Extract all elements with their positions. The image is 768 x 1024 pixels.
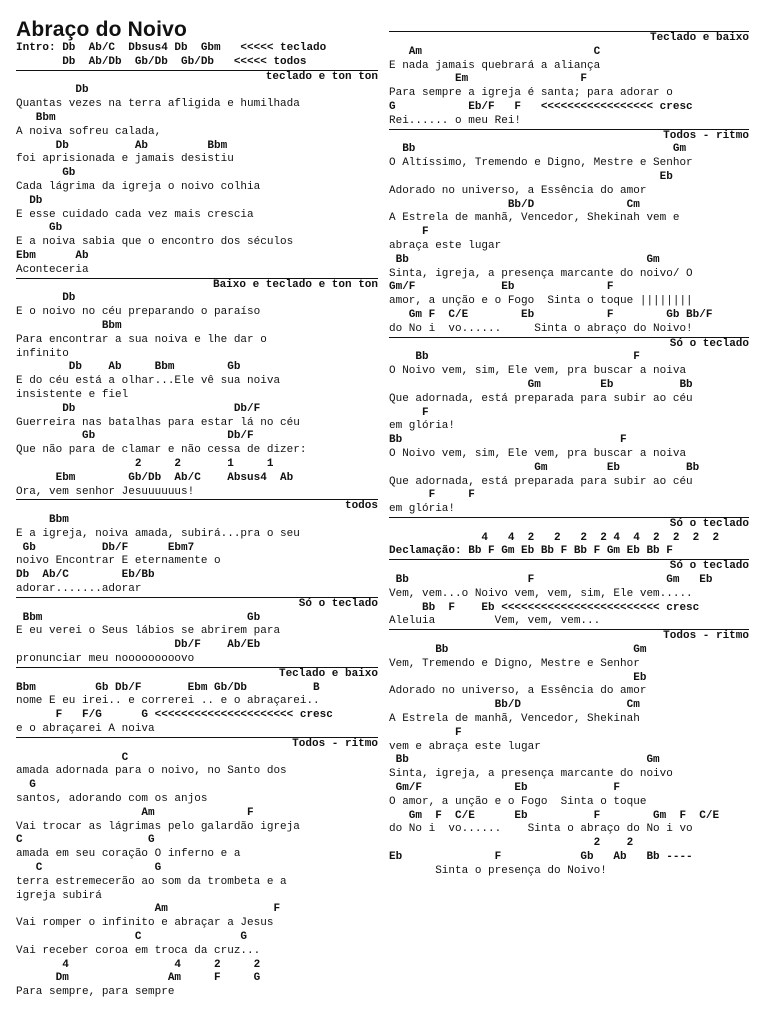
right-column (389, 0, 749, 879)
lyric-line: amada adornada para o noivo, no Santo dos (16, 765, 287, 778)
lyric-line: em glória! (389, 503, 749, 518)
lyric-line: em glória! (389, 420, 456, 433)
lyric-line: O Noivo vem, sim, Ele vem, pra buscar a noiva (389, 447, 687, 460)
lyric-line: adorar.......adorar (16, 583, 378, 598)
chord-line: Ebm Gb/Db Ab/C Absus4 Ab (16, 471, 294, 484)
chord-line: Em F (389, 73, 588, 86)
chord-line: Gm/F Eb F (389, 281, 614, 294)
chord-line: Gm Eb Bb (389, 461, 700, 474)
chord-line: Db Ab Bbm (16, 139, 228, 152)
song-title: Abraço do Noivo (16, 18, 188, 41)
section-label: Baixo e teclado e ton ton (212, 278, 378, 291)
chord-line: F (389, 226, 429, 239)
right-lines (389, 32, 749, 879)
chord-line: Gb (16, 167, 76, 180)
lyric-line: infinito (16, 347, 69, 360)
chord-line: Am F (16, 903, 281, 916)
chord-line: Bb Gm (389, 754, 660, 767)
section-label: Todos - ritmo (663, 630, 749, 643)
chord-line: Bb Gm (389, 143, 687, 156)
lyric-line: E a noiva sabia que o encontro dos séculos (16, 236, 294, 249)
lyric-line: nome E eu irei.. e correrei .. e o abraçarei.. (16, 695, 320, 708)
lyric-line: A Estrela de manhã, Vencedor, Shekinah vem e (389, 212, 680, 225)
lyric-line: A noiva sofreu calada, (16, 125, 162, 138)
chord-line: Db (16, 292, 76, 305)
lyric-line: E a igreja, noiva amada, subirá...pra o seu (16, 527, 300, 540)
lyric-line: terra estremecerão ao som da trombeta e a (16, 875, 287, 888)
chord-line: G (16, 779, 36, 792)
lyric-line: Para sempre, para sempre (16, 986, 175, 999)
lyric-line: Sinta, igreja, a presença marcante do noivo (389, 768, 673, 781)
chord-line: Bb/D Cm (389, 198, 640, 211)
lyric-line: do No i vo...... Sinta o abraço do Noivo! (389, 323, 749, 338)
chord-line: Db (16, 194, 43, 207)
chord-line: Bb Gm (389, 253, 660, 266)
chord-line: Db Ab/Db Gb/Db Gb/Db <<<<< todos (16, 56, 378, 71)
chord-line: Gb Db/F (16, 430, 254, 443)
lyric-line: Vem, vem...o Noivo vem, vem, sim, Ele vem..... (389, 587, 693, 600)
section-label: Todos - ritmo (292, 737, 378, 750)
chord-line: Bbm (16, 111, 56, 124)
lyric-line: Ora, vem senhor Jesuuuuuus! (16, 486, 378, 501)
lyric-line: vem e abraça este lugar (389, 740, 541, 753)
chord-line: Dm Am F G (16, 972, 261, 985)
lyric-line: O Noivo vem, sim, Ele vem, pra buscar a noiva (389, 365, 687, 378)
lyric-line: A Estrela de manhã, Vencedor, Shekinah (389, 713, 640, 726)
section-label: Teclado e baixo (649, 32, 749, 44)
lyric-line: Guerreira nas batalhas para estar lá no céu (16, 416, 300, 429)
chord-line: 4 4 2 2 2 2 4 4 2 2 2 2 (389, 531, 720, 544)
chord-line: Gm F C/E Eb F Gb Bb/F (389, 308, 713, 321)
lyric-line: E eu verei o Seus lábios se abrirem para (16, 625, 281, 638)
lyric-line: Adorado no universo, a Essência do amor (389, 184, 647, 197)
chord-line: F F (389, 489, 475, 502)
lyric-line: Para sempre a igreja é santa; para adorar o (389, 87, 673, 100)
chord-line: C (16, 751, 129, 764)
chord-line: Gb Db/F Ebm7 (16, 541, 195, 554)
lyric-line: noivo Encontrar E eternamente o (16, 555, 221, 568)
lyric-line: igreja subirá (16, 889, 102, 902)
lyric-line: Que não para de clamar e não cessa de dizer: (16, 444, 307, 457)
lyric-line: Vai receber coroa em troca da cruz... (16, 944, 261, 957)
lyric-line: pronunciar meu nooooooooovo (16, 653, 378, 668)
lyric-line: Que adornada, está preparada para subir ao céu (389, 475, 693, 488)
lyric-line: Cada lágrima da igreja o noivo colhia (16, 180, 261, 193)
section-label: Só o teclado (669, 560, 749, 573)
chord-line: Intro: Db Ab/C Dbsus4 Db Gbm <<<<< teclado (16, 42, 327, 54)
chord-line: Db Ab Bbm Gb (16, 361, 241, 374)
left-lines (16, 42, 378, 1000)
lyric-line: O Altíssimo, Tremendo e Digno, Mestre e Senhor (389, 157, 693, 170)
lyric-line: Rei...... o meu Rei! (389, 115, 749, 130)
section-label: Só o teclado (298, 597, 378, 610)
chord-line: Db Db/F (16, 402, 261, 415)
lyric-line: O amor, a unção e o Fogo Sinta o toque (389, 795, 647, 808)
lyric-line: Aconteceria (16, 264, 378, 279)
chord-line: C G (16, 834, 155, 847)
chord-line: Db (16, 84, 89, 97)
section-label: Só o teclado (669, 337, 749, 350)
chord-line: Am C (389, 45, 601, 58)
lyric-line: santos, adorando com os anjos (16, 793, 208, 806)
chord-line: C G (16, 862, 162, 875)
chord-line: Bb F (389, 351, 640, 364)
lyric-line: E esse cuidado cada vez mais crescia (16, 208, 254, 221)
lyric-line: abraça este lugar (389, 239, 502, 252)
lyric-line: Que adornada, está preparada para subir ao céu (389, 392, 693, 405)
lyric-line: Adorado no universo, a Essência do amor (389, 685, 647, 698)
lyric-line: E o noivo no céu preparando o paraíso (16, 306, 261, 319)
chord-line: Bb F (389, 434, 627, 447)
lyric-line: Sinta, igreja, a presença marcante do noivo/ O (389, 267, 693, 280)
lyric-line: Aleluia Vem, vem, vem... (389, 615, 749, 630)
chord-line: Gm/F Eb F (389, 782, 621, 795)
chord-line: Db Ab/C Eb/Bb (16, 569, 155, 582)
lyric-line: foi aprisionada e jamais desistiu (16, 153, 234, 166)
lyric-line: Vem, Tremendo e Digno, Mestre e Senhor (389, 657, 640, 670)
lyric-line: E do céu está a olhar...Ele vê sua noiva (16, 375, 281, 388)
lyric-line: amada em seu coração O inferno e a (16, 848, 241, 861)
left-column (16, 0, 378, 1000)
chord-line: Bbm (16, 319, 122, 332)
chord-line: Declamação: Bb F Gm Eb Bb F Bb F Gm Eb Bb F (389, 545, 749, 560)
chord-line: Db/F Ab/Eb (16, 639, 261, 652)
lyric-line: E nada jamais quebrará a aliança (389, 59, 601, 72)
section-label: todos (344, 500, 378, 513)
lyric-line: amor, a unção e o Fogo Sinta o toque |||||||| (389, 295, 693, 308)
chord-line: 2 2 1 1 (16, 457, 274, 470)
chord-line: Bb F Eb <<<<<<<<<<<<<<<<<<<<<<<< cresc (389, 601, 700, 614)
chord-line: Eb F Gb Ab Bb ---- (389, 851, 693, 864)
chord-line: G Eb/F F <<<<<<<<<<<<<<<<< cresc (389, 100, 693, 113)
lyric-line: Vai romper o infinito e abraçar a Jesus (16, 917, 274, 930)
lyric-line: insistente e fiel (16, 388, 129, 401)
lyric-line: Vai trocar as lágrimas pelo galardão igreja (16, 820, 300, 833)
lyric-line: Quantas vezes na terra afligida e humilhada (16, 98, 300, 111)
chord-line: Ebm Ab (16, 249, 89, 262)
chord-line: F F/G G <<<<<<<<<<<<<<<<<<<<< cresc (16, 709, 333, 722)
chord-line: F (389, 406, 429, 419)
section-label: Teclado e baixo (278, 667, 378, 680)
section-label: Todos - ritmo (663, 129, 749, 142)
chord-line: C G (16, 931, 248, 943)
lyric-line: Sinta o presença do Noivo! (389, 864, 607, 877)
section-label: teclado e ton ton (265, 70, 378, 83)
chord-line: Bb/D Cm (389, 699, 640, 712)
chord-line: 4 4 2 2 (16, 958, 261, 971)
chord-line: Bb Gm (389, 644, 647, 657)
chord-line: 2 2 (389, 837, 634, 850)
chord-line: Bbm Gb (16, 611, 261, 624)
chord-line: Am F (16, 806, 254, 819)
chord-line: Bbm (16, 514, 69, 527)
chord-line: Eb (389, 671, 647, 684)
chord-line: Gm F C/E Eb F Gm F C/E (389, 809, 720, 822)
lyric-line: do No i vo...... Sinta o abraço do No i vo (389, 823, 693, 836)
chord-line: Bbm Gb Db/F Ebm Gb/Db B (16, 681, 320, 694)
lyric-line: e o abraçarei A noiva (16, 723, 378, 738)
lyric-line: Para encontrar a sua noiva e lhe dar o (16, 333, 267, 346)
right-top-spacer (389, 0, 749, 31)
section-label: Só o teclado (669, 517, 749, 530)
chord-line: Bb F Gm Eb (389, 574, 713, 587)
chord-line: Gb (16, 222, 63, 235)
chord-line: Eb (389, 170, 673, 183)
chord-line: Gm Eb Bb (389, 378, 693, 391)
chord-line: F (389, 726, 462, 739)
